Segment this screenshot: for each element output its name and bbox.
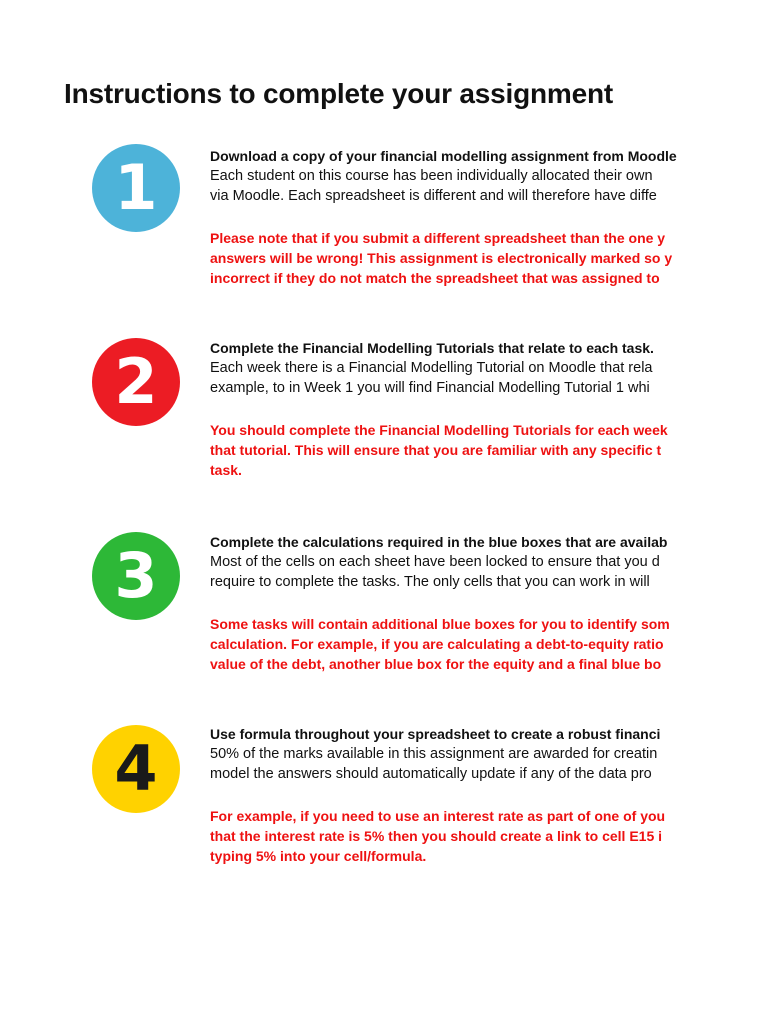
step-3-heading: Complete the calculations required in the blue boxes that are availab <box>210 534 668 550</box>
step-2-text <box>210 338 704 480</box>
step-4-text <box>210 724 704 866</box>
step-4-body-line-2: model the answers should automatically update if any of the data pro <box>210 766 652 782</box>
step-2-number: 2 <box>114 345 158 418</box>
step-1-note-line-2: answers will be wrong! This assignment is electronically marked so y <box>210 250 673 266</box>
step-3-number: 3 <box>114 539 158 612</box>
step-1-note-line-3: incorrect if they do not match the spreadsheet that was assigned to <box>210 270 660 286</box>
step-4-heading: Use formula throughout your spreadsheet to create a robust financi <box>210 726 661 742</box>
step-3-body-line-1: Most of the cells on each sheet have been locked to ensure that you d <box>210 554 660 570</box>
step-2-heading: Complete the Financial Modelling Tutorials that relate to each task. <box>210 340 654 356</box>
step-2-body-line-2: example, to in Week 1 you will find Financial Modelling Tutorial 1 whi <box>210 380 650 396</box>
step-3-badge <box>92 532 180 620</box>
step-2-note-line-3: task. <box>210 462 242 478</box>
step-1-body-line-1: Each student on this course has been individually allocated their own <box>210 168 653 184</box>
step-4-note-line-2: that the interest rate is 5% then you should create a link to cell E15 i <box>210 828 663 844</box>
step-4-note <box>210 806 704 866</box>
step-4-note-line-3: typing 5% into your cell/formula. <box>210 848 427 864</box>
step-3-note-line-2: calculation. For example, if you are calculating a debt-to-equity ratio <box>210 636 664 652</box>
step-3-note-line-1: Some tasks will contain additional blue boxes for you to identify som <box>210 616 670 632</box>
step-2-note <box>210 420 704 480</box>
step-1-note-line-1: Please note that if you submit a different spreadsheet than the one y <box>210 230 666 246</box>
step-1-text <box>210 146 704 288</box>
step-1-badge <box>92 144 180 232</box>
step-1-note <box>210 228 704 288</box>
step-1-heading: Download a copy of your financial modelling assignment from Moodle <box>210 148 677 164</box>
step-1-number: 1 <box>114 151 158 224</box>
step-2-note-line-1: You should complete the Financial Modelling Tutorials for each week <box>210 422 668 438</box>
step-2-badge <box>92 338 180 426</box>
step-1-body-line-2: via Moodle. Each spreadsheet is different and will therefore have diffe <box>210 188 657 204</box>
step-2-body-line-1: Each week there is a Financial Modelling Tutorial on Moodle that rela <box>210 360 653 376</box>
step-4-badge <box>92 725 180 813</box>
step-4-note-line-1: For example, if you need to use an interest rate as part of one of you <box>210 808 666 824</box>
step-3-text <box>210 532 704 674</box>
step-3-note-line-3: value of the debt, another blue box for the equity and a final blue bo <box>210 656 662 672</box>
step-4-number: 4 <box>114 732 158 805</box>
step-2-note-line-2: that tutorial. This will ensure that you are familiar with any specific t <box>210 442 662 458</box>
step-3-body-line-2: require to complete the tasks. The only cells that you can work in will <box>210 574 650 590</box>
step-4-body-line-1: 50% of the marks available in this assignment are awarded for creatin <box>210 746 658 762</box>
page-title: Instructions to complete your assignment <box>64 78 613 109</box>
step-3-note <box>210 614 704 674</box>
